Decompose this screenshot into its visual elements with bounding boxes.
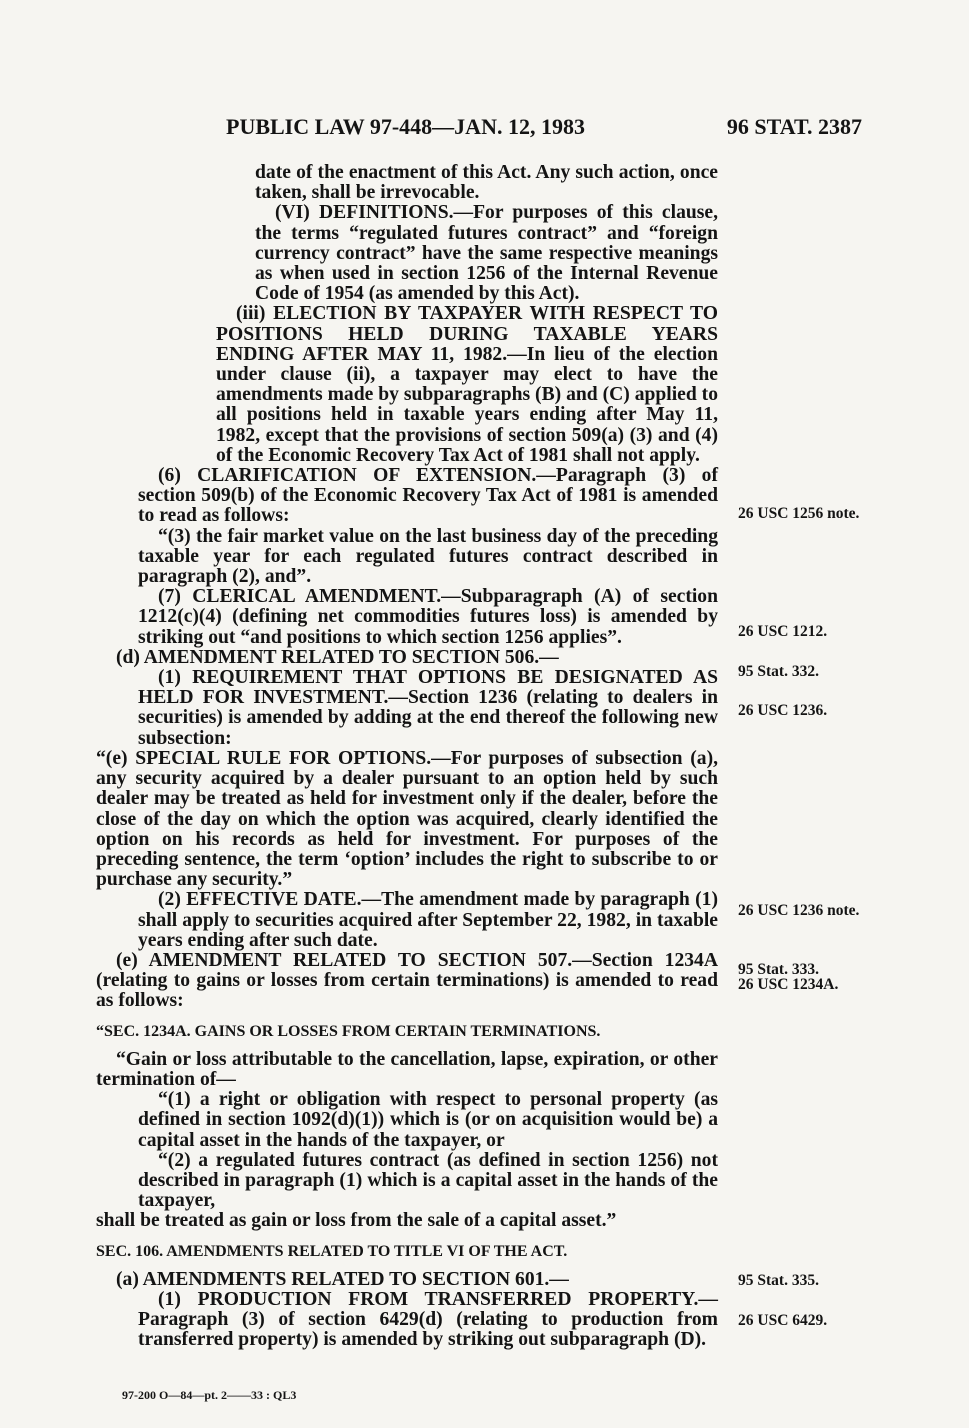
paragraph: (7) CLERICAL AMENDMENT.—Subparagraph (A) of section 1212(c)(4) (defining net commodities futures loss) is amended by striking out “and positions to which section 1256 applies”.: [138, 586, 718, 648]
paragraph: (1) PRODUCTION FROM TRANSFERRED PROPERTY.—Paragraph (3) of section 6429(d) (relating to production from transferred property) is amended by striking out subparagraph (D).: [138, 1288, 718, 1351]
paragraph: date of the enactment of this Act. Any such action, once taken, shall be irrevocable.: [255, 162, 718, 204]
paragraph: (e) AMENDMENT RELATED TO SECTION 507.—Section 1234A (relating to gains or losses from certain terminations) is amended to read as follows:: [96, 949, 718, 1012]
paragraph: “Gain or loss attributable to the cancellation, lapse, expiration, or other termination of—: [96, 1048, 718, 1090]
section-heading: “SEC. 1234A. GAINS OR LOSSES FROM CERTAIN TERMINATIONS.: [96, 1022, 601, 1040]
paragraph: (VI) DEFINITIONS.—For purposes of this clause, the terms “regulated futures contract” and “foreign currency contract” have the same respective meanings as when used in section 1256 of the Internal Revenue Code of 1954 (as amended by this Act).: [255, 202, 718, 305]
print-line: 97-200 O—84—pt. 2——33 : QL3: [122, 1388, 297, 1402]
paragraph: (6) CLARIFICATION OF EXTENSION.—Paragraph (3) of section 509(b) of the Economic Recovery Tax Act of 1981 is amended to read as follows:: [138, 465, 718, 527]
margin-note: 26 USC 6429.: [738, 1312, 828, 1329]
paragraph: “(2) a regulated futures contract (as defined in section 1256) not described in paragraph (1) which is a capital asset in the hands of the taxpayer,: [138, 1149, 718, 1212]
paragraph: “(3) the fair market value on the last business day of the preceding taxable year for each regulated futures contract described in paragraph (2), and”.: [138, 525, 718, 588]
margin-note: 26 USC 1256 note.: [738, 505, 860, 522]
paragraph: “(1) a right or obligation with respect to personal property (as defined in section 1092(d)(1)) which is (or on acquisition would be) a capital asset in the hands of the taxpayer, or: [138, 1089, 718, 1151]
running-head-stat-page: 96 STAT. 2387: [726, 114, 862, 139]
margin-note: 26 USC 1234A.: [738, 976, 839, 993]
paragraph: (d) AMENDMENT RELATED TO SECTION 506.—: [116, 646, 559, 668]
margin-note: 95 Stat. 332.: [738, 663, 819, 680]
margin-note: 26 USC 1212.: [738, 623, 828, 640]
paragraph: (1) REQUIREMENT THAT OPTIONS BE DESIGNATED AS HELD FOR INVESTMENT.—Section 1236 (relating to dealers in securities) is amended by adding at the end thereof the following new subsection:: [138, 667, 718, 749]
paragraph: shall be treated as gain or loss from the sale of a capital asset.”: [96, 1210, 617, 1232]
paragraph: (a) AMENDMENTS RELATED TO SECTION 601.—: [116, 1268, 569, 1290]
statute-text: [96, 163, 718, 1351]
paragraph: “(e) SPECIAL RULE FOR OPTIONS.—For purposes of subsection (a), any security acquired by a dealer pursuant to an option held by such dealer may be treated as held for investment only if the dealer, before the close of the day on which the option was acquired, clearly identified the option on his records as held for investment. For purposes of the preceding sentence, the term ‘option’ includes the right to subscribe to or purchase any security.”: [96, 747, 718, 891]
margin-note: 95 Stat. 335.: [738, 1272, 819, 1289]
paragraph: (iii) ELECTION BY TAXPAYER WITH RESPECT TO POSITIONS HELD DURING TAXABLE YEARS ENDING AFTER MAY 11, 1982.—In lieu of the election under clause (ii), a taxpayer may elect to have the amendments made by subparagraphs (B) and (C) applied to all positions held in taxable years ending after May 11, 1982, except that the provisions of section 509(a) (3) and (4) of the Economic Recovery Tax Act of 1981 shall not apply.: [216, 303, 718, 466]
margin-note: 26 USC 1236.: [738, 702, 828, 719]
paragraph: (2) EFFECTIVE DATE.—The amendment made by paragraph (1) shall apply to securities acquired after September 22, 1982, in taxable years ending after such date.: [138, 889, 718, 951]
running-head-title: PUBLIC LAW 97-448—JAN. 12, 1983: [226, 114, 585, 139]
section-heading: SEC. 106. AMENDMENTS RELATED TO TITLE VI OF THE ACT.: [96, 1242, 568, 1260]
margin-note: 95 Stat. 333.: [738, 961, 819, 978]
margin-note: 26 USC 1236 note.: [738, 902, 860, 919]
